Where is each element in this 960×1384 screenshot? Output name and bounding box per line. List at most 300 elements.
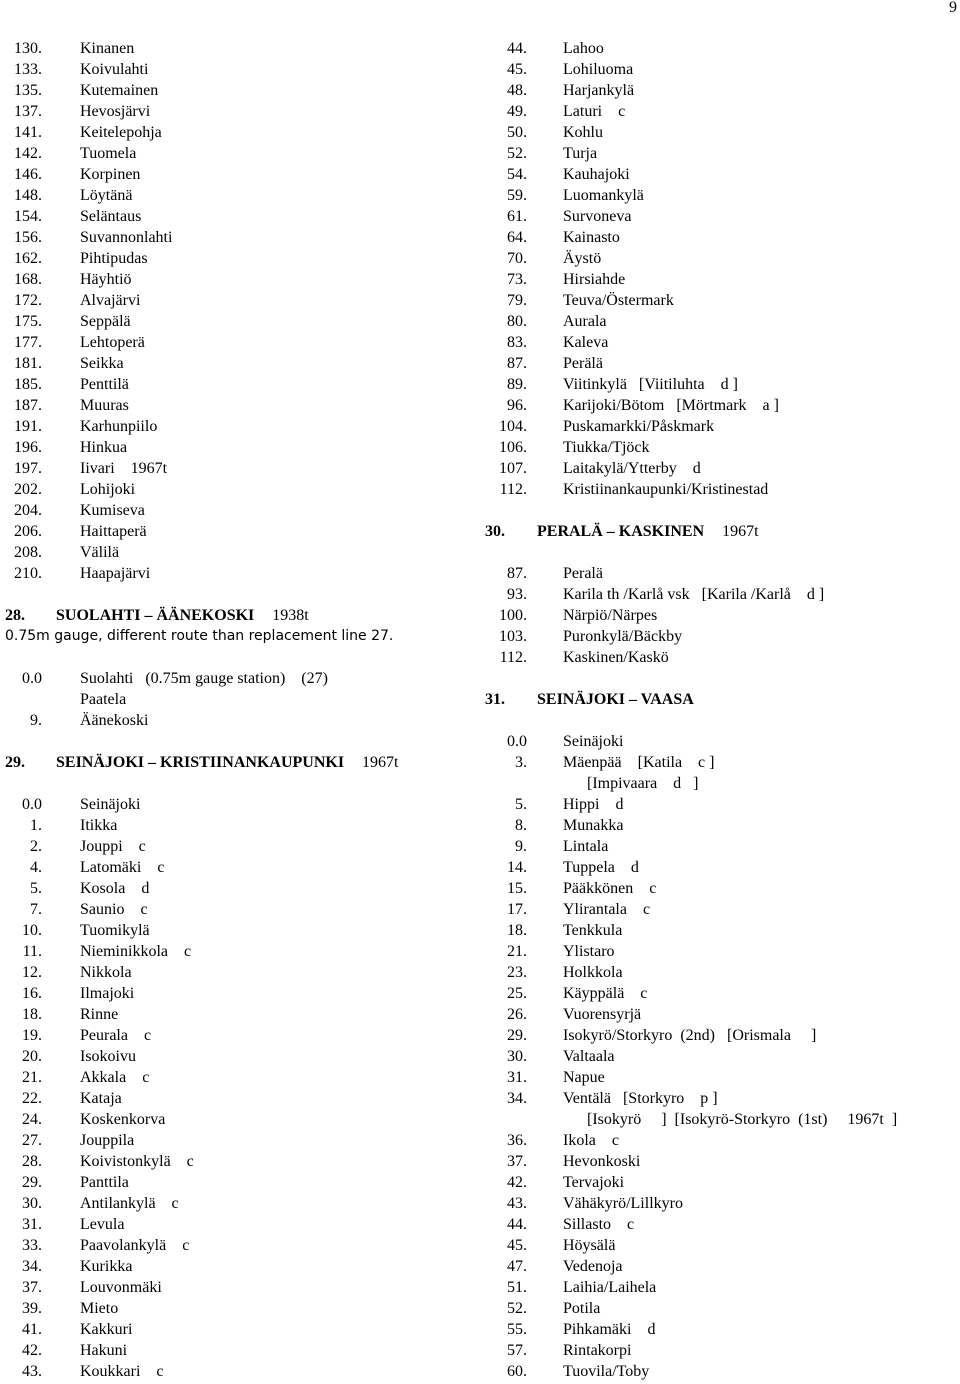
item-number: 8. bbox=[515, 817, 527, 834]
list-item bbox=[480, 206, 960, 227]
item-number: 206. bbox=[14, 523, 42, 540]
list-item bbox=[0, 332, 470, 353]
item-name: Suolahti (0.75m gauge station) (27) bbox=[80, 670, 328, 687]
list-item bbox=[480, 605, 960, 626]
list-item bbox=[0, 857, 470, 878]
item-name: Lehtoperä bbox=[80, 334, 145, 351]
item-number: 135. bbox=[14, 82, 42, 99]
list-item bbox=[0, 689, 470, 710]
item-number: 133. bbox=[14, 61, 42, 78]
list-item bbox=[0, 59, 470, 80]
item-number: 104. bbox=[499, 418, 527, 435]
list-item bbox=[480, 143, 960, 164]
list-item bbox=[0, 311, 470, 332]
line-title: SEINÄJOKI – KRISTIINANKAUPUNKI bbox=[56, 754, 345, 771]
item-name: Seppälä bbox=[80, 313, 131, 330]
item-name: Seinäjoki bbox=[563, 733, 624, 750]
list-item bbox=[0, 1046, 470, 1067]
item-number: 29. bbox=[22, 1174, 42, 1191]
list-item bbox=[480, 164, 960, 185]
list-item bbox=[480, 920, 960, 941]
item-number: 52. bbox=[507, 1300, 527, 1317]
list-item bbox=[0, 227, 470, 248]
line-number: 28. bbox=[5, 607, 25, 624]
list-item bbox=[480, 1319, 960, 1340]
list-item bbox=[480, 1298, 960, 1319]
item-number: 49. bbox=[507, 103, 527, 120]
spacer bbox=[480, 668, 960, 689]
list-item bbox=[0, 1214, 470, 1235]
item-name: Rinne bbox=[80, 1006, 119, 1023]
item-number: 43. bbox=[22, 1363, 42, 1380]
list-item bbox=[0, 1277, 470, 1298]
item-name: Kohlu bbox=[563, 124, 603, 141]
line-heading bbox=[480, 521, 960, 542]
item-name: Jouppi c bbox=[80, 838, 146, 855]
list-item bbox=[0, 1361, 470, 1382]
item-name: Isokoivu bbox=[80, 1048, 136, 1065]
list-item bbox=[0, 920, 470, 941]
item-name: Akkala c bbox=[80, 1069, 150, 1086]
item-name: Rintakorpi bbox=[563, 1342, 632, 1359]
item-number: 45. bbox=[507, 1237, 527, 1254]
list-item bbox=[0, 164, 470, 185]
item-number: 28. bbox=[22, 1153, 42, 1170]
list-item bbox=[0, 1109, 470, 1130]
item-number: 210. bbox=[14, 565, 42, 582]
item-number: 21. bbox=[507, 943, 527, 960]
item-number: 16. bbox=[22, 985, 42, 1002]
list-item bbox=[480, 899, 960, 920]
item-number: 197. bbox=[14, 460, 42, 477]
item-number: 208. bbox=[14, 544, 42, 561]
list-item bbox=[480, 626, 960, 647]
item-name: Viitinkylä [Viitiluhta d ] bbox=[563, 376, 738, 393]
item-number: 15. bbox=[507, 880, 527, 897]
list-item bbox=[0, 794, 470, 815]
list-item bbox=[480, 773, 960, 794]
item-number: 18. bbox=[507, 922, 527, 939]
list-item bbox=[0, 1193, 470, 1214]
item-number: 187. bbox=[14, 397, 42, 414]
item-number: 96. bbox=[507, 397, 527, 414]
item-number: 168. bbox=[14, 271, 42, 288]
item-name: Seläntaus bbox=[80, 208, 142, 225]
list-item bbox=[0, 836, 470, 857]
item-name: Äystö bbox=[563, 250, 602, 267]
item-name: Koskenkorva bbox=[80, 1111, 166, 1128]
item-name: Sillasto c bbox=[563, 1216, 635, 1233]
list-item bbox=[480, 857, 960, 878]
item-number: 10. bbox=[22, 922, 42, 939]
list-item bbox=[480, 815, 960, 836]
item-name: Latomäki c bbox=[80, 859, 165, 876]
item-name: Kurikka bbox=[80, 1258, 133, 1275]
line-year: 1967t bbox=[362, 754, 399, 771]
list-item bbox=[0, 1130, 470, 1151]
item-number: 1. bbox=[30, 817, 42, 834]
item-name: Lintala bbox=[563, 838, 609, 855]
item-number: 42. bbox=[22, 1342, 42, 1359]
list-item bbox=[0, 563, 470, 584]
spacer bbox=[480, 542, 960, 563]
item-number: 41. bbox=[22, 1321, 42, 1338]
item-name: Laihia/Laihela bbox=[563, 1279, 657, 1296]
item-name: Karhunpiilo bbox=[80, 418, 158, 435]
line-note: 0.75m gauge, different route than replacement line 27. bbox=[5, 628, 394, 644]
item-number: 25. bbox=[507, 985, 527, 1002]
list-item bbox=[0, 1298, 470, 1319]
list-item bbox=[480, 1151, 960, 1172]
item-name: Käyppälä c bbox=[563, 985, 648, 1002]
list-item bbox=[480, 122, 960, 143]
spacer bbox=[0, 647, 470, 668]
list-item bbox=[480, 1235, 960, 1256]
line-note-row bbox=[0, 626, 470, 647]
list-item bbox=[0, 122, 470, 143]
item-number: 43. bbox=[507, 1195, 527, 1212]
item-name: Alvajärvi bbox=[80, 292, 141, 309]
list-item bbox=[0, 101, 470, 122]
list-item bbox=[480, 878, 960, 899]
item-name: Korpinen bbox=[80, 166, 141, 183]
list-item bbox=[480, 290, 960, 311]
list-item bbox=[0, 668, 470, 689]
item-number: 202. bbox=[14, 481, 42, 498]
item-number: 34. bbox=[22, 1258, 42, 1275]
item-name: Panttila bbox=[80, 1174, 129, 1191]
page-number: 9 bbox=[949, 0, 957, 16]
list-item bbox=[480, 185, 960, 206]
right-column bbox=[480, 38, 960, 1382]
line-heading bbox=[0, 752, 470, 773]
item-number: 31. bbox=[507, 1069, 527, 1086]
list-item bbox=[480, 584, 960, 605]
item-name: Haittaperä bbox=[80, 523, 147, 540]
spacer bbox=[480, 710, 960, 731]
item-name: Munakka bbox=[563, 817, 624, 834]
item-number: 204. bbox=[14, 502, 42, 519]
list-item bbox=[0, 248, 470, 269]
list-item bbox=[480, 353, 960, 374]
item-number: 31. bbox=[22, 1216, 42, 1233]
item-number: 175. bbox=[14, 313, 42, 330]
item-name: Seikka bbox=[80, 355, 124, 372]
list-item bbox=[480, 941, 960, 962]
list-item bbox=[480, 458, 960, 479]
item-name: Nikkola bbox=[80, 964, 132, 981]
list-item bbox=[480, 1004, 960, 1025]
item-number: 156. bbox=[14, 229, 42, 246]
item-number: 27. bbox=[22, 1132, 42, 1149]
list-item bbox=[0, 1025, 470, 1046]
item-number: 79. bbox=[507, 292, 527, 309]
list-item bbox=[480, 479, 960, 500]
list-item bbox=[480, 1193, 960, 1214]
list-item bbox=[480, 227, 960, 248]
item-name: Hirsiahde bbox=[563, 271, 626, 288]
line-number: 31. bbox=[485, 691, 505, 708]
line-title: SEINÄJOKI – VAASA bbox=[537, 691, 694, 708]
list-item bbox=[480, 416, 960, 437]
item-name: Pihkamäki d bbox=[563, 1321, 656, 1338]
item-number: 11. bbox=[22, 943, 42, 960]
item-name: Luomankylä bbox=[563, 187, 644, 204]
item-name: [Impivaara d ] bbox=[587, 775, 699, 792]
item-name: Kakkuri bbox=[80, 1321, 133, 1338]
list-item bbox=[480, 101, 960, 122]
item-number: 177. bbox=[14, 334, 42, 351]
item-number: 9. bbox=[30, 712, 42, 729]
item-name: Hinkua bbox=[80, 439, 128, 456]
list-item bbox=[480, 332, 960, 353]
item-name: Seinäjoki bbox=[80, 796, 141, 813]
item-number: 21. bbox=[22, 1069, 42, 1086]
item-name: Puskamarkki/Påskmark bbox=[563, 418, 715, 435]
item-name: Kinanen bbox=[80, 40, 135, 57]
list-item bbox=[0, 437, 470, 458]
list-item bbox=[0, 38, 470, 59]
list-item bbox=[0, 269, 470, 290]
item-name: Teuva/Östermark bbox=[563, 292, 674, 309]
item-number: 142. bbox=[14, 145, 42, 162]
item-number: 154. bbox=[14, 208, 42, 225]
list-item bbox=[0, 1004, 470, 1025]
list-item bbox=[480, 374, 960, 395]
item-name: Perälä bbox=[563, 355, 603, 372]
list-item bbox=[480, 1340, 960, 1361]
item-name: Tuppela d bbox=[563, 859, 639, 876]
item-number: 107. bbox=[499, 460, 527, 477]
item-number: 185. bbox=[14, 376, 42, 393]
item-name: Tenkkula bbox=[563, 922, 623, 939]
list-item bbox=[0, 815, 470, 836]
item-number: 181. bbox=[14, 355, 42, 372]
item-number: 3. bbox=[515, 754, 527, 771]
line-title-group bbox=[537, 689, 694, 710]
item-name: Ylirantala c bbox=[563, 901, 651, 918]
item-number: 37. bbox=[22, 1279, 42, 1296]
list-item bbox=[0, 1340, 470, 1361]
item-name: Kauhajoki bbox=[563, 166, 630, 183]
list-item bbox=[0, 962, 470, 983]
item-name: Koukkari c bbox=[80, 1363, 164, 1380]
item-name: Pihtipudas bbox=[80, 250, 148, 267]
item-number: 54. bbox=[507, 166, 527, 183]
item-name: Mieto bbox=[80, 1300, 119, 1317]
item-name: Koivistonkylä c bbox=[80, 1153, 194, 1170]
item-name: Hippi d bbox=[563, 796, 624, 813]
item-name: Holkkola bbox=[563, 964, 623, 981]
item-name: Laturi c bbox=[563, 103, 626, 120]
item-name: Antilankylä c bbox=[80, 1195, 179, 1212]
item-name: Levula bbox=[80, 1216, 125, 1233]
left-column bbox=[0, 38, 470, 1382]
item-name: Jouppila bbox=[80, 1132, 135, 1149]
item-number: 87. bbox=[507, 355, 527, 372]
list-item bbox=[0, 1172, 470, 1193]
item-number: 162. bbox=[14, 250, 42, 267]
item-name: Keitelepohja bbox=[80, 124, 162, 141]
item-name: Häyhtiö bbox=[80, 271, 132, 288]
item-number: 26. bbox=[507, 1006, 527, 1023]
list-item bbox=[0, 899, 470, 920]
item-number: 89. bbox=[507, 376, 527, 393]
item-name: Saunio c bbox=[80, 901, 148, 918]
list-item bbox=[0, 1256, 470, 1277]
item-number: 18. bbox=[22, 1006, 42, 1023]
item-name: [Isokyrö ] [Isokyrö-Storkyro (1st) 1967t ] bbox=[587, 1111, 898, 1128]
list-item bbox=[480, 1130, 960, 1151]
item-number: 148. bbox=[14, 187, 42, 204]
list-item bbox=[0, 1067, 470, 1088]
item-name: Paatela bbox=[80, 691, 127, 708]
item-name: Haapajärvi bbox=[80, 565, 151, 582]
line-heading bbox=[480, 689, 960, 710]
item-number: 93. bbox=[507, 586, 527, 603]
item-name: Nieminikkola c bbox=[80, 943, 192, 960]
item-number: 36. bbox=[507, 1132, 527, 1149]
list-item bbox=[0, 143, 470, 164]
item-name: Vähäkyrö/Lillkyro bbox=[563, 1195, 683, 1212]
item-number: 55. bbox=[507, 1321, 527, 1338]
item-name: Tiukka/Tjöck bbox=[563, 439, 650, 456]
item-number: 112. bbox=[499, 649, 527, 666]
list-item bbox=[0, 374, 470, 395]
item-number: 80. bbox=[507, 313, 527, 330]
list-item bbox=[0, 521, 470, 542]
line-title-group bbox=[56, 752, 399, 773]
item-name: Kaleva bbox=[563, 334, 609, 351]
list-item bbox=[0, 1235, 470, 1256]
item-name: Aurala bbox=[563, 313, 607, 330]
item-number: 141. bbox=[14, 124, 42, 141]
item-name: Mäenpää [Katila c ] bbox=[563, 754, 715, 771]
list-item bbox=[0, 458, 470, 479]
item-name: Vuorensyrjä bbox=[563, 1006, 642, 1023]
line-heading bbox=[0, 605, 470, 626]
list-item bbox=[480, 395, 960, 416]
item-name: Survoneva bbox=[563, 208, 632, 225]
item-name: Karijoki/Bötom [Mörtmark a ] bbox=[563, 397, 779, 414]
item-name: Tervajoki bbox=[563, 1174, 625, 1191]
item-name: Ventälä [Storkyro p ] bbox=[563, 1090, 718, 1107]
list-item bbox=[480, 1256, 960, 1277]
item-name: Pääkkönen c bbox=[563, 880, 657, 897]
item-number: 20. bbox=[22, 1048, 42, 1065]
list-item bbox=[480, 311, 960, 332]
item-number: 14. bbox=[507, 859, 527, 876]
item-number: 33. bbox=[22, 1237, 42, 1254]
item-name: Vedenoja bbox=[563, 1258, 623, 1275]
item-name: Tuomikylä bbox=[80, 922, 150, 939]
list-item bbox=[480, 836, 960, 857]
item-number: 87. bbox=[507, 565, 527, 582]
item-number: 0.0 bbox=[22, 670, 42, 687]
line-title: PERALÄ – KASKINEN bbox=[537, 523, 705, 540]
item-number: 34. bbox=[507, 1090, 527, 1107]
item-name: Tuovila/Toby bbox=[563, 1363, 650, 1380]
spacer bbox=[0, 584, 470, 605]
item-name: Potila bbox=[563, 1300, 601, 1317]
list-item bbox=[0, 941, 470, 962]
list-item bbox=[0, 80, 470, 101]
item-number: 103. bbox=[499, 628, 527, 645]
item-name: Hevonkoski bbox=[563, 1153, 641, 1170]
list-item bbox=[480, 80, 960, 101]
item-number: 137. bbox=[14, 103, 42, 120]
list-item bbox=[0, 878, 470, 899]
item-number: 130. bbox=[14, 40, 42, 57]
list-item bbox=[480, 752, 960, 773]
item-name: Kutemainen bbox=[80, 82, 159, 99]
item-number: 44. bbox=[507, 1216, 527, 1233]
item-number: 106. bbox=[499, 439, 527, 456]
list-item bbox=[480, 269, 960, 290]
item-number: 37. bbox=[507, 1153, 527, 1170]
item-number: 23. bbox=[507, 964, 527, 981]
line-year: 1938t bbox=[272, 607, 309, 624]
item-number: 64. bbox=[507, 229, 527, 246]
item-number: 5. bbox=[30, 880, 42, 897]
item-number: 22. bbox=[22, 1090, 42, 1107]
list-item bbox=[480, 1172, 960, 1193]
item-number: 0.0 bbox=[22, 796, 42, 813]
line-year: 1967t bbox=[722, 523, 759, 540]
item-number: 60. bbox=[507, 1363, 527, 1380]
item-number: 19. bbox=[22, 1027, 42, 1044]
item-name: Isokyrö/Storkyro (2nd) [Orismala ] bbox=[563, 1027, 817, 1044]
item-number: 100. bbox=[499, 607, 527, 624]
list-item bbox=[0, 710, 470, 731]
item-name: Ikola c bbox=[563, 1132, 619, 1149]
item-name: Lohiluoma bbox=[563, 61, 634, 78]
item-name: Peurala c bbox=[80, 1027, 152, 1044]
item-number: 2. bbox=[30, 838, 42, 855]
item-number: 30. bbox=[507, 1048, 527, 1065]
item-number: 4. bbox=[30, 859, 42, 876]
list-item bbox=[480, 647, 960, 668]
list-item bbox=[480, 1361, 960, 1382]
item-number: 29. bbox=[507, 1027, 527, 1044]
list-item bbox=[480, 1214, 960, 1235]
item-name: Kaskinen/Kaskö bbox=[563, 649, 669, 666]
list-item bbox=[0, 542, 470, 563]
item-number: 73. bbox=[507, 271, 527, 288]
item-number: 146. bbox=[14, 166, 42, 183]
item-name: Turja bbox=[563, 145, 598, 162]
spacer bbox=[0, 731, 470, 752]
line-number: 29. bbox=[5, 754, 25, 771]
item-number: 112. bbox=[499, 481, 527, 498]
item-name: Kainasto bbox=[563, 229, 620, 246]
item-name: Muuras bbox=[80, 397, 129, 414]
item-name: Hakuni bbox=[80, 1342, 128, 1359]
item-number: 61. bbox=[507, 208, 527, 225]
list-item bbox=[480, 1067, 960, 1088]
item-name: Peralä bbox=[563, 565, 603, 582]
item-number: 83. bbox=[507, 334, 527, 351]
item-number: 9. bbox=[515, 838, 527, 855]
item-name: Iivari 1967t bbox=[80, 460, 168, 477]
spacer bbox=[480, 500, 960, 521]
line-title-group bbox=[56, 605, 309, 626]
list-item bbox=[0, 1088, 470, 1109]
item-name: Napue bbox=[563, 1069, 605, 1086]
item-name: Lohijoki bbox=[80, 481, 136, 498]
item-name: Paavolankylä c bbox=[80, 1237, 190, 1254]
item-name: Suvannonlahti bbox=[80, 229, 173, 246]
